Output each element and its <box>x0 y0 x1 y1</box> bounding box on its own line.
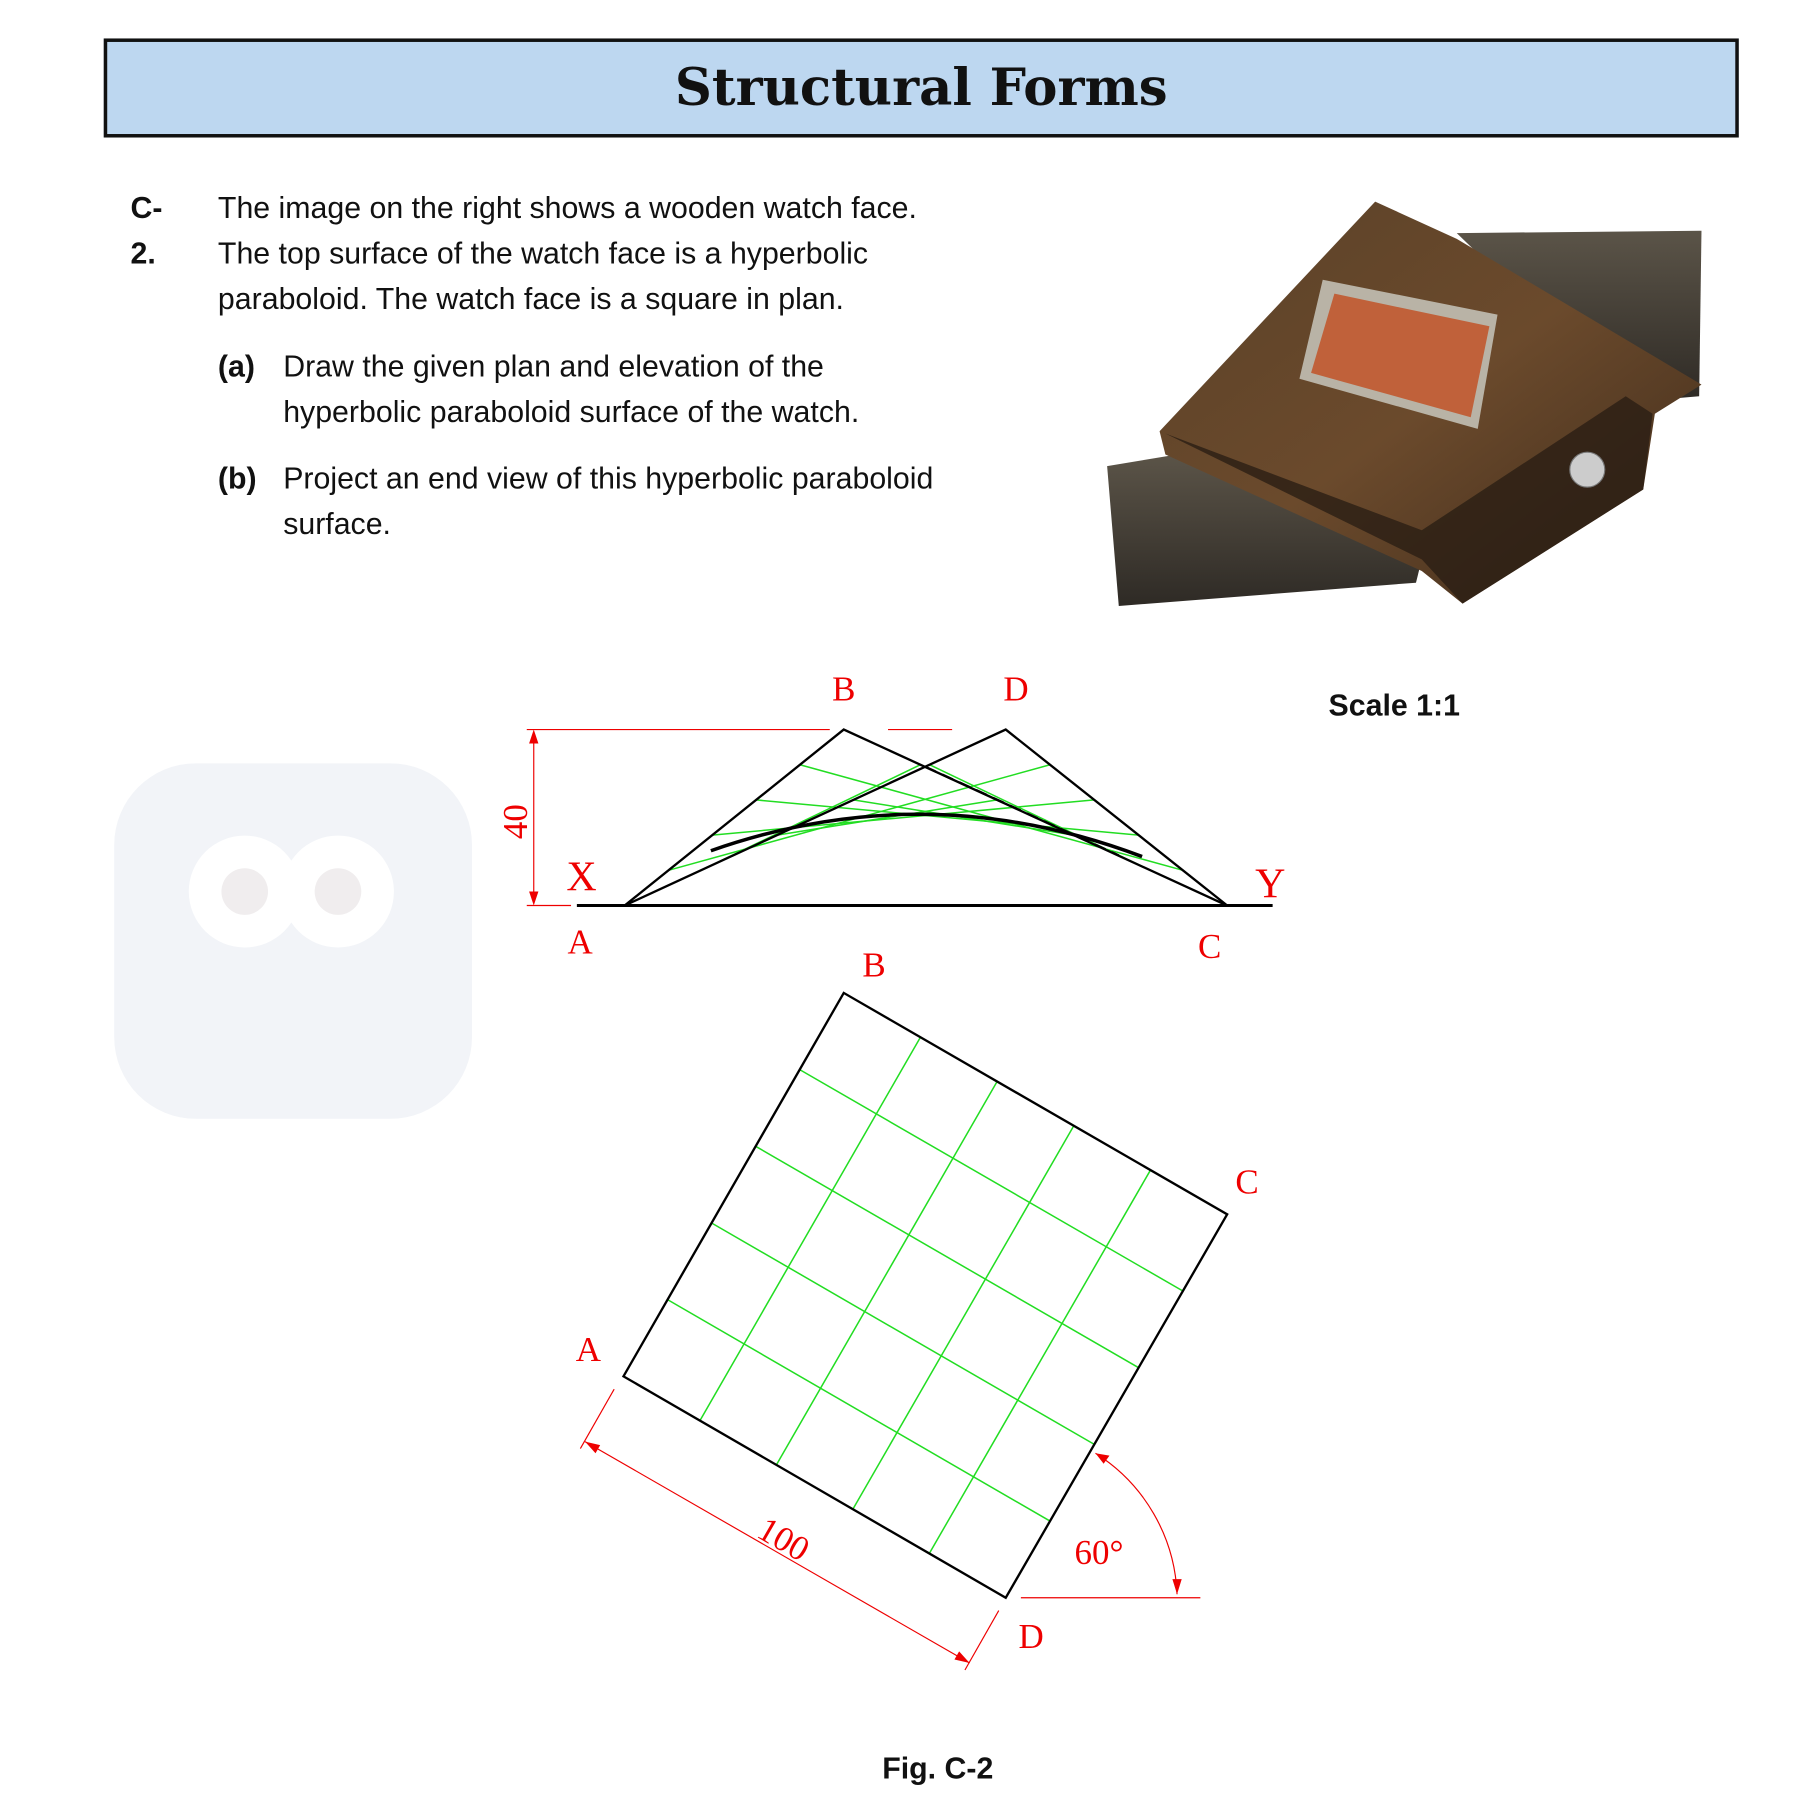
plan-label-a: A <box>575 1330 601 1370</box>
generator-line <box>800 1070 1183 1291</box>
scale-label: Scale 1:1 <box>1328 687 1460 723</box>
generator-line <box>853 1126 1074 1509</box>
generator-line <box>756 1146 1139 1367</box>
elevation-generators <box>668 765 1182 871</box>
plan-label-b: B <box>862 945 886 985</box>
label-y: Y <box>1255 861 1286 908</box>
elevation-edge-ad-dc <box>625 730 1228 906</box>
plan-label-c: C <box>1235 1162 1259 1202</box>
page-title: Structural Forms <box>674 58 1168 118</box>
elev-label-c: C <box>1198 926 1222 966</box>
side-dimension: 100 <box>751 1509 817 1570</box>
generator-line <box>929 1170 1150 1553</box>
intro-line: paraboloid. The watch face is a square in plan. <box>217 280 844 316</box>
plan-square <box>623 993 1227 1598</box>
generator-line <box>668 1300 1050 1521</box>
elev-label-d: D <box>1003 669 1029 709</box>
elevation-edge-ab-bc <box>625 730 1228 906</box>
part-b-label: (b) <box>217 460 257 496</box>
intro-line: The image on the right shows a wooden watch face. <box>217 189 917 225</box>
part-a-line: Draw the given plan and elevation of the <box>283 348 824 384</box>
question-number: C-2. <box>130 189 163 271</box>
generator-line <box>776 1081 997 1464</box>
figure-caption: Fig. C-2 <box>882 1750 994 1786</box>
height-dimension: 40 <box>495 804 535 840</box>
intro-line: The top surface of the watch face is a hyperbolic <box>217 235 869 271</box>
plan-generators <box>668 1037 1183 1553</box>
part-a-line: hyperbolic paraboloid surface of the watch. <box>283 393 860 429</box>
generator-line <box>712 1223 1095 1444</box>
part-b-line: Project an end view of this hyperbolic paraboloid <box>283 460 934 496</box>
angle-dimension: 60° <box>1074 1532 1124 1572</box>
elev-label-b: B <box>832 669 856 709</box>
part-a-label: (a) <box>217 348 255 384</box>
part-b-line: surface. <box>283 505 391 541</box>
elev-label-a: A <box>567 922 593 962</box>
generator-line <box>700 1037 920 1420</box>
plan-label-d: D <box>1018 1616 1044 1656</box>
label-x: X <box>566 854 597 901</box>
